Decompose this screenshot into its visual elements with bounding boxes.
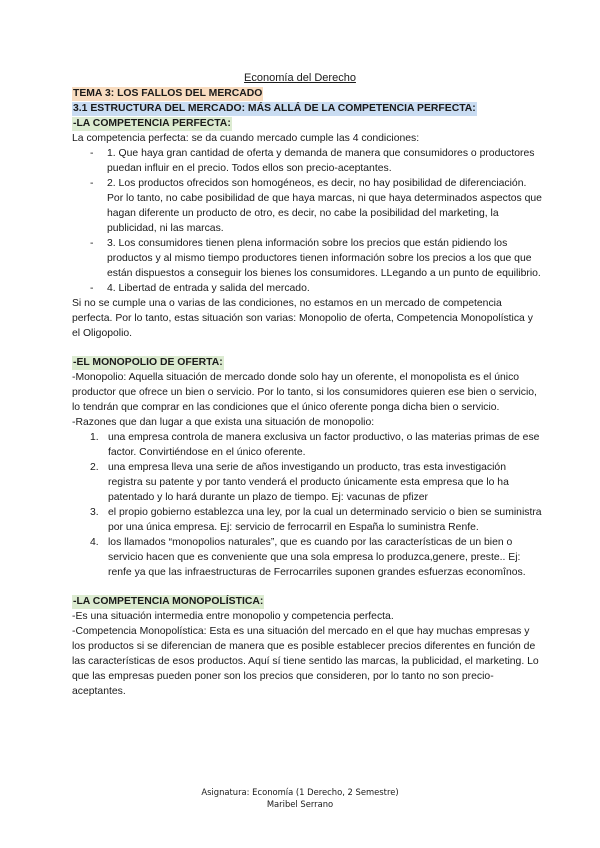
- reason-number: 1.: [90, 432, 99, 443]
- monopolistic-line-1: -Es una situación intermedia entre monopolio y competencia perfecta.: [72, 611, 394, 622]
- document-body: [72, 86, 542, 699]
- reason-item: [72, 535, 542, 580]
- monopolistic-heading: -LA COMPETENCIA MONOPOLÍSTICA:: [73, 596, 264, 607]
- reason-text: los llamados “monopolios naturales”, que es cuando por las características de un bien o servicio hacen que es conveniente que una sola empresa lo produzca,genere, preste.. Ej: renfe ya que las infraestructuras de Ferrocarriles suponen grandes esfuerzas economînos.: [108, 537, 526, 578]
- topic-heading: TEMA 3: LOS FALLOS DEL MERCADO: [73, 88, 263, 99]
- condition-item: - 1. Que haya gran cantidad de oferta y demanda de manera que consumidores o productores puedan influir en el precio. Todos ellos son precio-aceptantes.: [72, 146, 542, 176]
- reason-item: [72, 430, 542, 460]
- footer-subject: Asignatura: Economía (1 Derecho, 2 Semestre): [201, 787, 399, 797]
- condition-item: - 4. Libertad de entrada y salida del mercado.: [72, 281, 542, 296]
- monopolistic-line-2: -Competencia Monopolística: Esta es una situación del mercado en el que hay muchas empresas y los productos si se diferencian de manera que es posible establecer precios diferentes en función de las características de esos productos. Aquí sí tiene sentido las marcas, la publicidad, el marketing. Lo que las empresas pueden poner son los precios que consideren, por lo tanto no son precio-aceptantes.: [72, 626, 539, 697]
- monopoly-definition: -Monopolio: Aquella situación de mercado donde solo hay un oferente, el monopolista es el único productor que ofrece un bien o servicio. Por lo tanto, si los consumidores quieren ese bien o servicio, lo tendrán que comprar en las condiciones que el único oferente ponga dicha bien o servicio.: [72, 372, 537, 413]
- footer-author: Maribel Serrano: [266, 799, 334, 809]
- reason-text: el propio gobierno establezca una ley, por la cual un determinado servicio o bien se suministra por una única empresa. Ej: servicio de ferrocarril en España lo suministra Renfe.: [108, 507, 542, 533]
- reason-number: 4.: [90, 537, 99, 548]
- perfect-competition-closing: Si no se cumple una o varias de las condiciones, no estamos en un mercado de competencia perfecta. Por lo tanto, estas situación son varias: Monopolio de oferta, Competencia Monopolística y el Oligopolio.: [72, 298, 533, 339]
- reason-text: una empresa controla de manera exclusiva un factor productivo, o las materias primas de ese factor. Convirtiéndose en el único oferente.: [108, 432, 540, 458]
- section-heading: 3.1 ESTRUCTURA DEL MERCADO: MÁS ALLÁ DE LA COMPETENCIA PERFECTA:: [73, 103, 476, 114]
- monopoly-reasons-list: [72, 430, 542, 580]
- reason-text: una empresa lleva una serie de años investigando un producto, tras esta investigación registra su patente y por tanto venderá el producto únicamente esta empresa que lo ha patentado y lo hará durante un plazo de tiempo. Ej: vacunas de pfizer: [108, 462, 509, 503]
- perfect-competition-intro: La competencia perfecta: se da cuando mercado cumple las 4 condiciones:: [72, 133, 420, 144]
- reason-number: 3.: [90, 507, 99, 518]
- monopoly-heading: -EL MONOPOLIO DE OFERTA:: [73, 357, 223, 368]
- condition-item: - 2. Los productos ofrecidos son homogéneos, es decir, no hay posibilidad de diferenciación. Por lo tanto, no cabe posibilidad de que haya marcas, ni que haya determinados aspectos que hagan diferente un producto de otro, es decir, no cabe la posibilidad del marketing, la publicidad, ni las marcas.: [72, 176, 542, 236]
- reason-number: 2.: [90, 462, 99, 473]
- document-title: Economía del Derecho: [244, 72, 356, 84]
- perfect-competition-heading: -LA COMPETENCIA PERFECTA:: [73, 118, 231, 129]
- conditions-list: [72, 146, 542, 296]
- monopoly-reasons-intro: -Razones que dan lugar a que exista una situación de monopolio:: [72, 417, 375, 428]
- reason-item: [72, 505, 542, 535]
- condition-item: - 3. Los consumidores tienen plena información sobre los precios que están pidiendo los productos y al mismo tiempo productores tienen información sobre los precios a los que que están dispuestos a conseguir los bienes los consumidores. LLegando a un punto de equilibrio.: [72, 236, 542, 281]
- reason-item: [72, 460, 542, 505]
